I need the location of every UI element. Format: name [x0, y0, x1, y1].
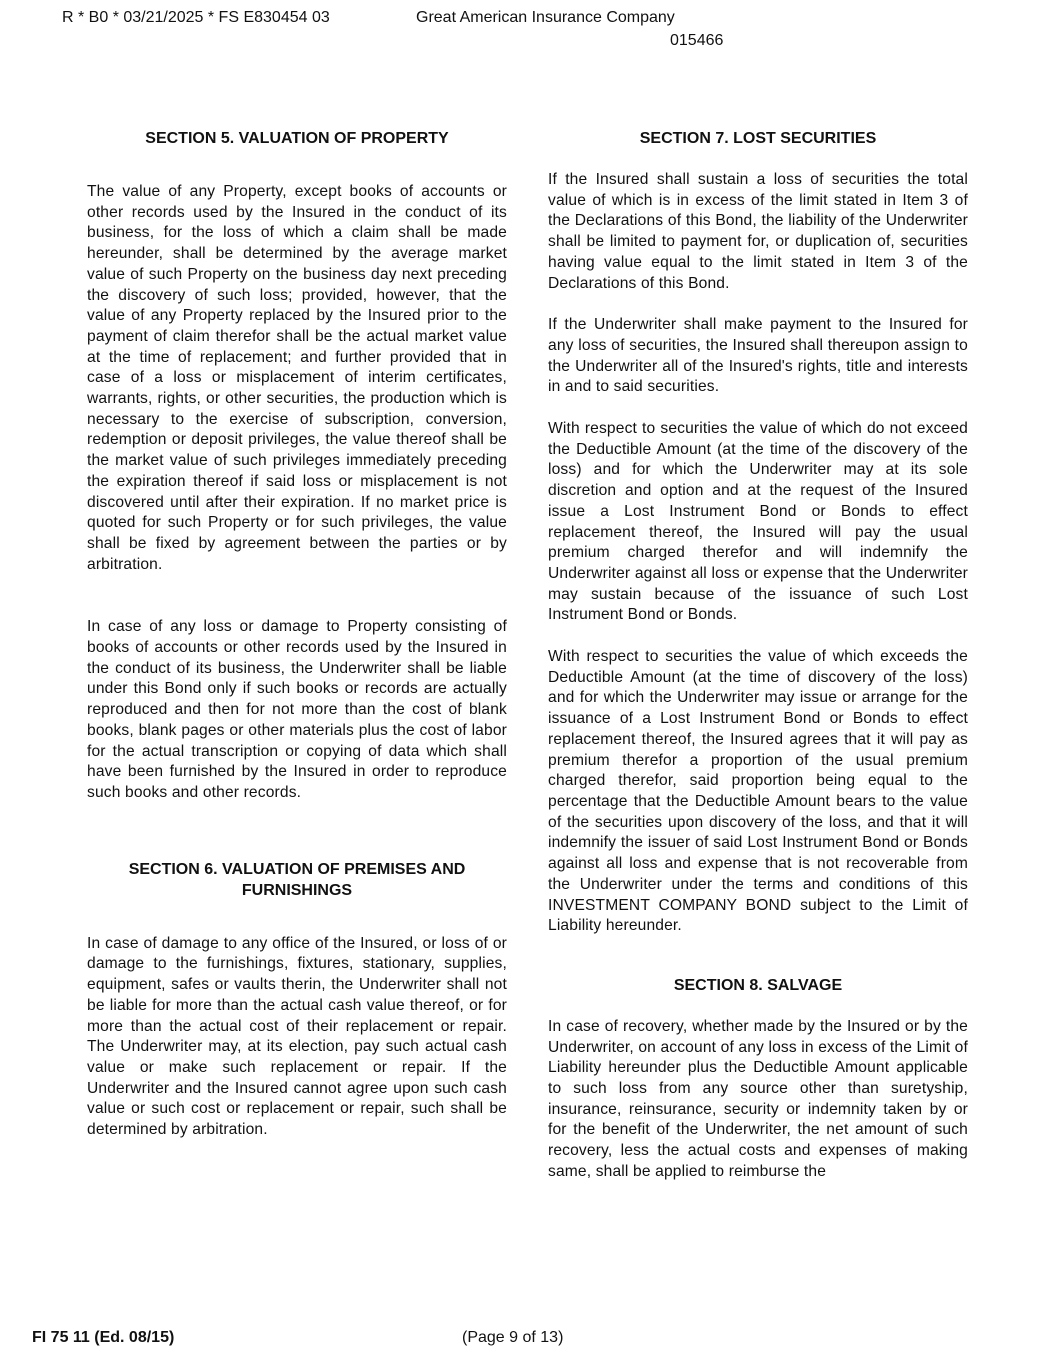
section-6-label: SECTION: [128, 860, 200, 878]
section-7-paragraph-3: With respect to securities the value of which do not exceed the Deductible Amount (at the time of the discovery of the loss) and for which the Underwriter may at its sole discretion and option and at the request of the Insured issue a Lost Instrument Bond or Bonds to effect replacement thereof, the Insured will pay the usual premium charged therefor and will indemnify the Underwriter against all loss or expense that the Underwriter may sustain because of the issuance of such Lost Instrument Bond or Bonds.: [548, 420, 968, 624]
section-5-paragraph-1: The value of any Property, except books of accounts or other records used by the Insured in the conduct of its business, for the loss of which a claim shall be made hereunder, shall be determined by the average market value of such Property on the business day next preceding the discovery of such loss; provided, however, that the value of any Property replaced by the Insured prior to the payment of claim therefor shall be the actual market value at the time of replacement; and further provided that in case of a loss or misplacement of interim certificates, warrants, rights, or other securities, the production which is necessary to the exercise of subscription, conversion, redemption or deposit privileges, the value thereof shall be the market value of such privileges immediately preceding the expiration thereof if said loss or misplacement is not discovered until after their expiration. If no market price is quoted for such Property or for such privileges, the value shall be fixed by agreement between the parties or by arbitration.: [87, 183, 507, 573]
section-7-paragraph-4: With respect to securities the value of which exceeds the Deductible Amount (at the time of discovery of the loss) and for which the Underwriter may issue or arrange for the issuance of a Lost Instrument Bond or Bonds to effect replacement thereof, the Insured agrees that it will pay as premium therefor a proportion of the usual premium charged therefor, said proportion being equal to the percentage that the Deductible Amount bears to the value of the securities upon discovery of the loss, and that it will indemnify the issuer of said Lost Instrument Bond or Bonds against all loss and expense that is not recoverable from the Underwriter under the terms and conditions of this INVESTMENT COMPANY BOND subject to the Limit of Liability hereunder.: [548, 648, 968, 935]
section-8-paragraph-1: In case of recovery, whether made by the Insured or by the Underwriter, on account of any loss in excess of the Limit of Liability hereunder plus the Deductible Amount applicable to such loss from any source other than suretyship, insurance, reinsurance, security or indemnity taken by or for the benefit of the Underwriter, the net amount of such recovery, less the actual costs and expenses of making same, shall be applied to reimburse the: [548, 1017, 968, 1180]
section-6-title-line-2: FURNISHINGS: [241, 881, 353, 899]
section-8-title: 8. SALVAGE: [744, 976, 843, 994]
form-id: FI 75 11 (Ed. 08/15): [32, 1329, 175, 1346]
section-6-title: 6. VALUATION OF PREMISES AND: [199, 860, 466, 878]
section-7-heading: [548, 128, 968, 149]
section-5-heading: [87, 128, 507, 149]
page-number: (Page 9 of 13): [462, 1329, 564, 1346]
section-8-heading: [548, 975, 968, 996]
section-5-paragraph-2: In case of any loss or damage to Property consisting of books of accounts or other records used by the Insured in the conduct of its business, the Underwriter shall be liable under this Bond only if such books or records are actually reproduced and then for not more than the cost of blank books, blank pages or other materials plus the cost of labor for the actual transcription or copying of data which shall have been furnished by the Insured in order to reproduce such books and other records.: [87, 618, 507, 801]
left-column: [87, 126, 507, 1141]
section-5-title: 5. VALUATION OF PROPERTY: [216, 130, 449, 147]
section-7-paragraph-2: If the Underwriter shall make payment to the Insured for any loss of securities, the Insured shall thereupon assign to the Underwriter all of the Insured's rights, title and interests in and to said securities.: [548, 316, 968, 396]
section-8-label: SECTION: [673, 976, 745, 994]
section-6-paragraph-1: In case of damage to any office of the Insured, or loss of or damage to the furnishings, fixtures, stationary, supplies, equipment, safes or vaults therin, the Underwriter shall not be liable for more than the actual cash value thereof, or for more than the actual cost of their replacement or repair. The Underwriter may, at its election, pay such actual cash value or make such replacement or repair. If the Underwriter and the Insured cannot agree upon such cash value or such cost or replacement or repair, such shall be determined by arbitration.: [87, 934, 507, 1139]
section-7-label: SECTION: [639, 130, 711, 147]
right-column: [548, 126, 968, 1183]
company-name: Great American Insurance Company: [416, 9, 675, 26]
section-6-heading: [87, 859, 507, 901]
header-stamp: R * B0 * 03/21/2025 * FS E830454 03: [62, 9, 330, 26]
section-5-label: SECTION: [145, 130, 217, 147]
document-number: 015466: [670, 32, 724, 49]
section-7-title: 7. LOST SECURITIES: [710, 130, 877, 147]
section-7-paragraph-1: If the Insured shall sustain a loss of securities the total value of which is in excess of the limit stated in Item 3 of the Declarations of this Bond, the liability of the Underwriter shall be limited to payment for, or duplication of, securities having value equal to the limit stated in Item 3 of the Declarations of this Bond.: [548, 171, 968, 292]
